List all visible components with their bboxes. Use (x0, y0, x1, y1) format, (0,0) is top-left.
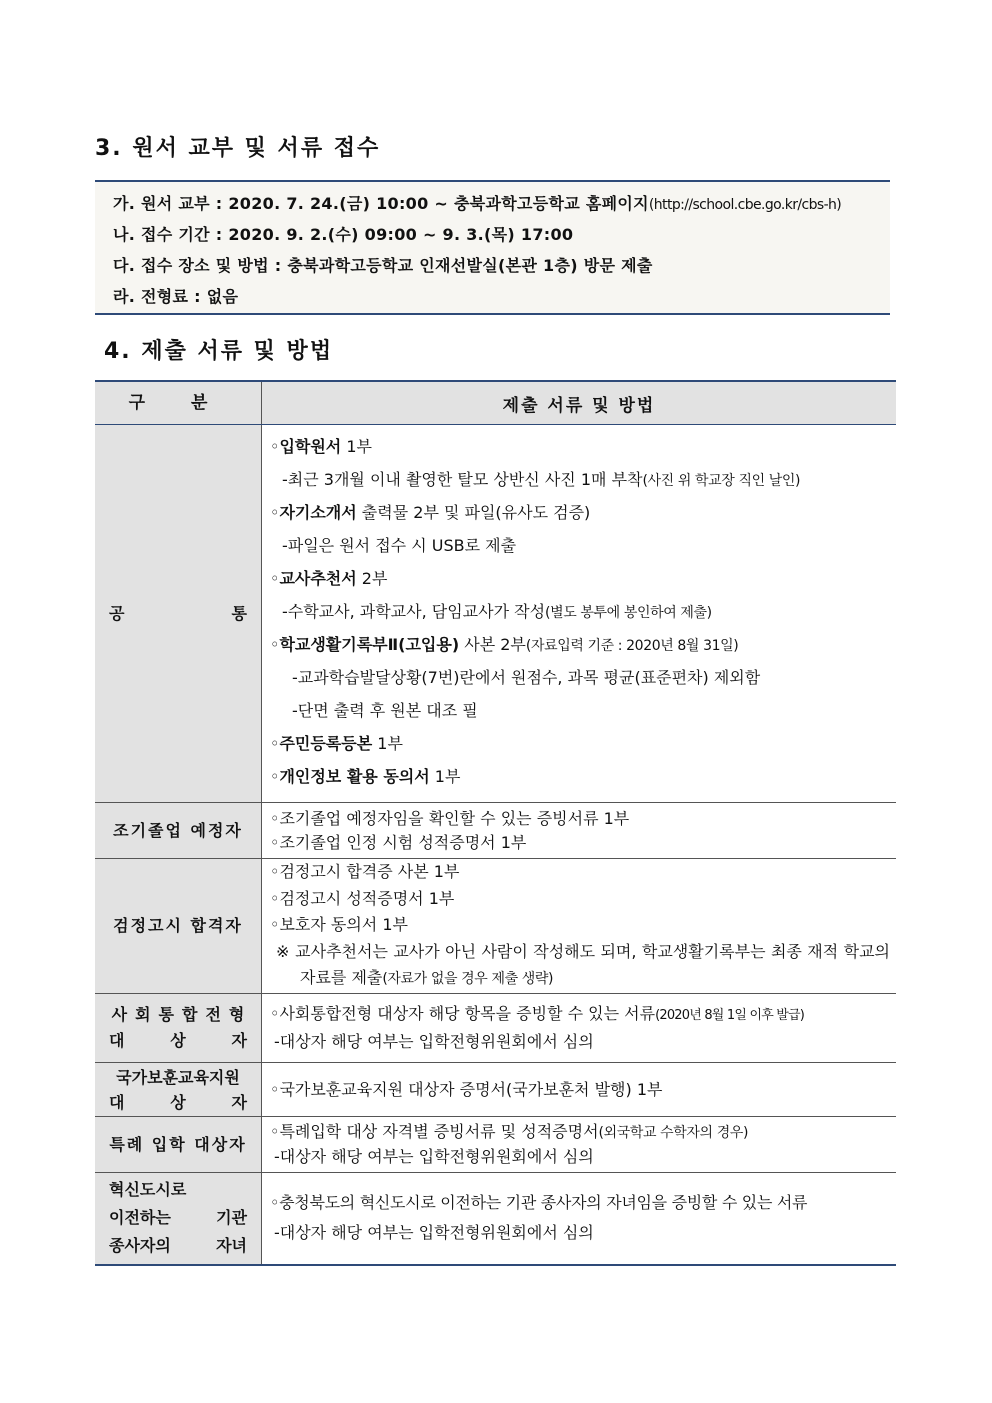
category-special-admission (95, 1117, 262, 1173)
table-row-veterans (95, 1063, 896, 1117)
category-label: 공 통 (109, 603, 247, 623)
table-row-common (95, 425, 896, 803)
list-subitem (270, 463, 890, 496)
documents-early-graduation (262, 803, 897, 859)
category-label: 종사자의 자녀 (109, 1236, 247, 1256)
note-small: (자료가 없을 경우 제출 생략) (382, 971, 554, 988)
note-text: ※ 교사추천서는 교사가 아닌 사람이 작성해도 되며, 학교생활기록부는 최종 재적 학교의 자료를 제출 (276, 941, 890, 988)
documents-special-admission (262, 1117, 897, 1173)
category-ged (95, 859, 262, 994)
category-label: 특례 입학 대상자 (109, 1134, 247, 1154)
item-title: 자기소개서 (279, 503, 357, 522)
list-subitem: -대상자 해당 여부는 입학전형위원회에서 심의 (274, 1223, 594, 1243)
section-3-heading: 3. 원서 교부 및 서류 접수 (95, 136, 381, 161)
item-detail: 1부 (341, 437, 372, 456)
list-item: ◦국가보훈교육지원 대상자 증명서(국가보훈처 발행) 1부 (270, 1079, 663, 1099)
table-row-early-graduation (95, 803, 896, 859)
table-row-ged (95, 859, 896, 994)
list-subitem: -대상자 해당 여부는 입학전형위원회에서 심의 (274, 1032, 594, 1051)
list-item: ◦입학원서 1부 (270, 437, 372, 456)
category-social-integration (95, 994, 262, 1063)
list-item: ◦검정고시 합격증 사본 1부 (270, 862, 460, 882)
category-label: 대 상 자 (109, 1031, 247, 1050)
item-note: (2020년 8월 1일 이후 발급) (655, 1008, 805, 1023)
category-label: 이전하는 기관 (109, 1208, 247, 1228)
list-item: ◦조기졸업 예정자임을 확인할 수 있는 증빙서류 1부 (270, 808, 630, 828)
item-title: 교사추천서 (279, 569, 357, 588)
subitem-note: (사진 위 학교장 직인 날인) (642, 473, 801, 489)
item-detail: 1부 (429, 767, 461, 786)
list-item: ◦주민등록등본 1부 (270, 734, 403, 753)
item-note: (외국학교 수학자의 경우) (598, 1125, 749, 1141)
category-label: 검정고시 합격자 (113, 916, 243, 935)
list-item: ◦자기소개서 출력물 2부 및 파일(유사도 검증) (270, 503, 591, 522)
application-info-box (95, 180, 890, 315)
category-label: 혁신도시로 (109, 1180, 187, 1200)
documents-ged (262, 859, 897, 994)
info-line-text: 가. 원서 교부 : 2020. 7. 24.(금) 10:00 ~ 충북과학고등학교 홈페이지 (113, 194, 649, 213)
info-line-distribution (113, 188, 890, 219)
category-label: 대 상 자 (109, 1092, 247, 1112)
table-row-special-admission (95, 1117, 896, 1173)
table-row-social-integration (95, 994, 896, 1063)
subitem-text: -최근 3개월 이내 촬영한 탈모 상반신 사진 1매 부착 (282, 470, 643, 489)
documents-innovation-city (262, 1173, 897, 1265)
list-subitem: -대상자 해당 여부는 입학전형위원회에서 심의 (274, 1147, 594, 1166)
item-note: (자료입력 기준 : 2020년 8월 31일) (525, 638, 739, 654)
item-title: 학교생활기록부Ⅱ(고입용) (279, 635, 460, 654)
category-label: 사회통합전형 (111, 1005, 253, 1024)
item-detail: 출력물 2부 및 파일(유사도 검증) (356, 503, 591, 522)
list-subitem (270, 595, 890, 628)
item-detail: 2부 (356, 569, 388, 588)
category-early-graduation (95, 803, 262, 859)
documents-social-integration (262, 994, 897, 1063)
list-item (270, 1120, 890, 1145)
list-subitem: -단면 출력 후 원본 대조 필 (292, 701, 478, 720)
item-title: 주민등록등본 (279, 734, 373, 753)
info-line-period: 나. 접수 기간 : 2020. 9. 2.(수) 09:00 ~ 9. 3.(목) 17:00 (113, 225, 574, 244)
category-common (95, 425, 262, 803)
homepage-url: (http://school.cbe.go.kr/cbs-h) (648, 197, 842, 213)
documents-common (262, 425, 897, 803)
list-item: ◦보호자 동의서 1부 (270, 915, 408, 935)
subitem-note: (별도 봉투에 봉인하여 제출) (545, 605, 712, 621)
item-detail: 1부 (372, 734, 403, 753)
list-item: ◦조기졸업 인정 시험 성적증명서 1부 (270, 832, 527, 852)
item-detail: 사본 2부 (459, 635, 526, 654)
table-header-row (95, 381, 896, 425)
category-label: 조기졸업 예정자 (113, 820, 243, 840)
header-documents: 제출 서류 및 방법 (262, 381, 897, 425)
ged-note (270, 939, 890, 993)
item-text: ◦사회통합전형 대상자 해당 항목을 증빙할 수 있는 서류 (270, 1004, 656, 1023)
category-veterans (95, 1063, 262, 1117)
list-item: ◦개인정보 활용 동의서 1부 (270, 767, 461, 786)
item-text: ◦특례입학 대상 자격별 증빙서류 및 성적증명서 (270, 1122, 599, 1141)
list-item: ◦충청북도의 혁신도시로 이전하는 기관 종사자의 자녀임을 증빙할 수 있는 서류 (270, 1193, 808, 1213)
subitem-text: -수학교사, 과학교사, 담임교사가 작성 (282, 602, 546, 621)
category-label: 국가보훈교육지원 (116, 1067, 240, 1087)
list-item: ◦검정고시 성적증명서 1부 (270, 888, 455, 908)
documents-table (95, 380, 896, 1266)
category-innovation-city (95, 1173, 262, 1265)
table-row-innovation-city (95, 1173, 896, 1265)
info-line-place: 다. 접수 장소 및 방법 : 충북과학고등학교 인재선발실(본관 1층) 방문 제출 (113, 256, 653, 275)
section-4-heading: 4. 제출 서류 및 방법 (104, 339, 334, 364)
info-line-fee: 라. 전형료 : 없음 (113, 287, 239, 306)
item-title: 개인정보 활용 동의서 (279, 767, 430, 786)
item-title: 입학원서 (279, 437, 342, 456)
list-item: ◦학교생활기록부Ⅱ(고입용) 사본 2부(자료입력 기준 : 2020년 8월 31일) (270, 635, 739, 654)
list-item (270, 1001, 890, 1029)
header-category: 구 분 (95, 381, 262, 425)
list-item: ◦교사추천서 2부 (270, 569, 388, 588)
list-subitem: -파일은 원서 접수 시 USB로 제출 (282, 536, 517, 555)
documents-veterans (262, 1063, 897, 1117)
list-subitem: -교과학습발달상황(7번)란에서 원점수, 과목 평균(표준편차) 제외함 (292, 668, 761, 687)
